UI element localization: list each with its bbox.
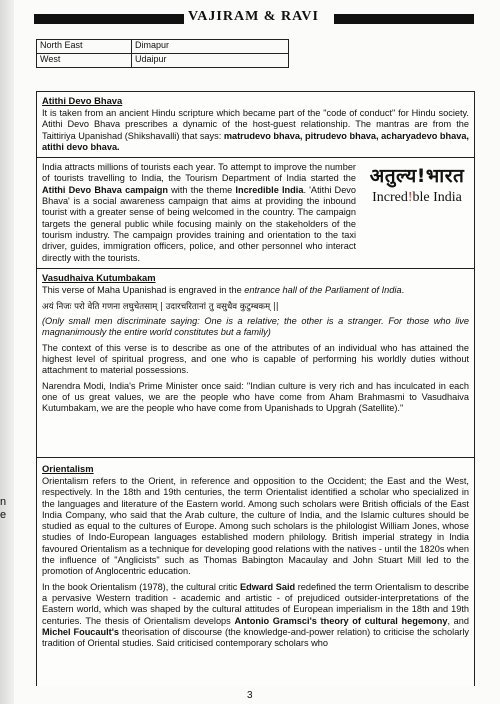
section-divider: [37, 268, 474, 269]
page-number: 3: [247, 690, 253, 701]
sanskrit-verse: अयं निजः परो वेति गणना लघुचेतसाम् | उदारचरितानां तु वसुधैव कुटुम्बकम् ||: [42, 302, 279, 313]
binding-edge: [0, 0, 14, 704]
header-rule-right: [334, 14, 474, 24]
logo-hindi-text: अतुल्य!भारत: [369, 165, 465, 187]
logo-english-text: Incred!ble India: [372, 190, 462, 205]
zone-cell: West: [37, 54, 132, 68]
orientalism-paragraph-2: In the book Orientalism (1978), the cultural critic Edward Said redefined the term Orientalism to describe a pervasive Western tradition - academic and artistic - of prejudiced outsider-interpretations of the Eastern world, which was shaped by the cultural attitudes of European imperialism in the 18th and 19th centuries. The thesis of Orientalism develops Antonio Gramsci's theory of cultural hegemony, and Michel Foucault's theorisation of discourse (the knowledge-and-power relation) to criticise the scholarly tradition of Oriental studies. Said criticised contemporary scholars who: [42, 581, 470, 649]
vasudhaiva-heading: Vasudhaiva Kutumbakam: [42, 271, 156, 283]
table-row: [37, 40, 289, 54]
orientalism-heading: Orientalism: [42, 463, 94, 474]
orientalism-box: [36, 457, 475, 686]
atithi-vasudhaiva-box: [36, 91, 475, 479]
zone-cell: North East: [37, 40, 132, 54]
margin-fragment: n: [0, 496, 7, 508]
header-rule-left: [34, 14, 184, 24]
margin-fragment: e: [0, 509, 7, 521]
place-cell: Udaipur: [132, 54, 289, 68]
table-row: [37, 54, 289, 68]
atithi-heading: Atithi Devo Bhava: [42, 95, 123, 106]
vasudhaiva-paragraph-1: This verse of Maha Upanishad is engraved in the entrance hall of the Parliament of India.: [42, 284, 405, 295]
vasudhaiva-paragraph-2: The context of this verse is to describe as one of the attributes of an individual who has attained the highest level of spiritual progress, and one who is capable of performing his worldly duties without attachment to material possessions.: [42, 342, 469, 376]
vasudhaiva-paragraph-3: Narendra Modi, India's Prime Minister once said: "Indian culture is very rich and has inculcated in each one of us great values, we are the people who have come from Aham Brahmasmi to Vasudhaiva Kutumbakam, we are the people who have come from Upanishads to Upgrah (Satellite).": [42, 380, 469, 414]
atithi-paragraph-1: It is taken from an ancient Hindu scripture which became part of the "code of conduct" for Hindu society. Atithi Devo Bhava prescribes a dynamic of the host-guest relationship. The mantras are from the Taittiriya Upanishad (Shikshavalli) that says: matrudevo bhava, pitrudevo bhava, acharyadevo bhava, atithi devo bhava.: [42, 108, 469, 152]
zone-table: [36, 39, 289, 68]
page-header-title: VAJIRAM & RAVI: [188, 9, 319, 24]
incredible-india-logo: [367, 162, 467, 206]
section-divider: [37, 157, 474, 158]
verse-translation: (Only small men discriminate saying: One is a relative; the other is a stranger. For those who live magnanimously the entire world constitutes but a family): [42, 316, 469, 338]
atithi-paragraph-2: India attracts millions of tourists each year. To attempt to improve the number of tourists travelling to India, the Tourism Department of India started the Atithi Devo Bhava campaign with the theme Incredible India. 'Atithi Devo Bhava' is a social awareness campaign that aims at providing the inbound tourist with a greater sense of being welcomed in the country. The campaign targets the general public while focusing mainly on the stakeholders of the tourism industry. The campaign provides training and orientation to the taxi driver, guides, immigration officers, police, and other personnel who interact directly with the tourists.: [42, 162, 357, 263]
place-cell: Dimapur: [132, 40, 289, 54]
orientalism-paragraph-1: Orientalism refers to the Orient, in reference and opposition to the Occident; the East and the West, respectively. In the 18th and 19th centuries, the term Orientalist identified a scholar who specialized in the languages and literature of the Eastern world. Among such scholars were British officials of the East India Company, who said that the Arab culture, the culture of India, and the Islamic cultures should be studied as equal to the cultures of Europe. Among such scholars is the philologist William Jones, whose studies of Indo-European languages established modern philology. British imperial strategy in India favoured Orientalism as a technique for developing good relations with the natives - until the 1820s when the influence of "Anglicists" such as Thomas Babington Macaulay and John Stuart Mill led to the promotion of Anglocentric education.: [42, 476, 469, 577]
